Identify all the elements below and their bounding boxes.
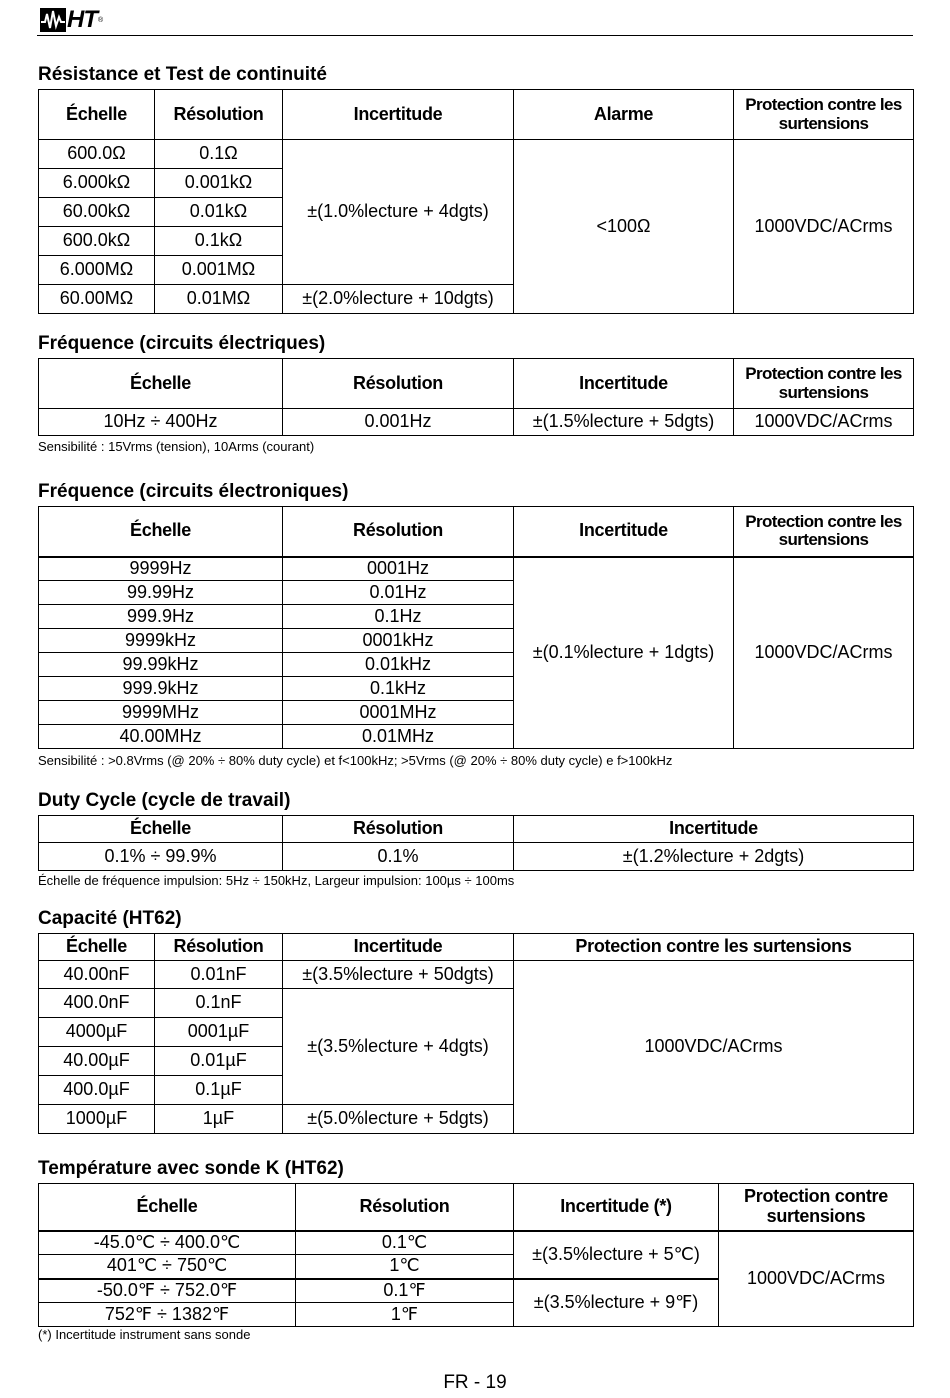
header-rule xyxy=(37,35,913,36)
resolution-cell: 0.1kΩ xyxy=(155,227,283,256)
duty-title: Duty Cycle (cycle de travail) xyxy=(38,790,291,811)
resolution-cell: 0.1℃ xyxy=(296,1231,514,1255)
header-uncertainty: Incertitude xyxy=(283,90,514,140)
header-range: Échelle xyxy=(39,934,155,961)
resolution-cell: 0.01Hz xyxy=(283,581,514,605)
range-cell: 99.99Hz xyxy=(39,581,283,605)
uncertainty-cell: ±(1.2%lecture + 2dgts) xyxy=(514,843,914,871)
header-range: Échelle xyxy=(39,507,283,557)
registered-mark: ® xyxy=(98,16,104,24)
range-cell: 9999MHz xyxy=(39,701,283,725)
resolution-cell: 1µF xyxy=(155,1105,283,1134)
protection-cell: 1000VDC/ACrms xyxy=(734,409,914,436)
resolution-cell: 0001MHz xyxy=(283,701,514,725)
uncertainty-cell: ±(3.5%lecture + 4dgts) xyxy=(283,989,514,1105)
range-cell: 60.00MΩ xyxy=(39,285,155,314)
range-cell: 10Hz ÷ 400Hz xyxy=(39,409,283,436)
resolution-cell: 0.001kΩ xyxy=(155,169,283,198)
header-uncertainty: Incertitude xyxy=(514,816,914,843)
uncertainty-cell: ±(1.0%lecture + 4dgts) xyxy=(283,140,514,285)
header-uncertainty: Incertitude xyxy=(514,507,734,557)
range-cell: 400.0µF xyxy=(39,1076,155,1105)
resolution-cell: 1℃ xyxy=(296,1255,514,1279)
protection-cell: 1000VDC/ACrms xyxy=(719,1231,914,1327)
resolution-cell: 0.1kHz xyxy=(283,677,514,701)
resolution-cell: 0.001Hz xyxy=(283,409,514,436)
freq-electronic-table xyxy=(38,506,914,749)
header-protection: Protection contre les surtensions xyxy=(734,359,914,409)
range-cell: 752℉ ÷ 1382℉ xyxy=(39,1303,296,1327)
resistance-table xyxy=(38,89,914,314)
header-protection: Protection contre les surtensions xyxy=(514,934,914,961)
resolution-cell: 0001kHz xyxy=(283,629,514,653)
protection-cell: 1000VDC/ACrms xyxy=(514,961,914,1134)
header-resolution: Résolution xyxy=(155,90,283,140)
freq-electronic-title: Fréquence (circuits électroniques) xyxy=(38,481,349,502)
range-cell: 6.000MΩ xyxy=(39,256,155,285)
resolution-cell: 0.01kΩ xyxy=(155,198,283,227)
temperature-note: (*) Incertitude instrument sans sonde xyxy=(38,1327,251,1342)
resolution-cell: 1℉ xyxy=(296,1303,514,1327)
range-cell: 9999kHz xyxy=(39,629,283,653)
resolution-cell: 0.01µF xyxy=(155,1047,283,1076)
header-protection: Protection contre les surtensions xyxy=(734,90,914,140)
range-cell: 600.0kΩ xyxy=(39,227,155,256)
range-cell: 40.00nF xyxy=(39,961,155,989)
resolution-cell: 0.1µF xyxy=(155,1076,283,1105)
resolution-cell: 0.01MHz xyxy=(283,725,514,749)
header-range: Échelle xyxy=(39,816,283,843)
protection-cell: 1000VDC/ACrms xyxy=(734,557,914,749)
range-cell: 999.9Hz xyxy=(39,605,283,629)
freq-elec-note: Sensibilité : 15Vrms (tension), 10Arms (courant) xyxy=(38,439,315,454)
header-resolution: Résolution xyxy=(283,816,514,843)
range-cell: 6.000kΩ xyxy=(39,169,155,198)
resolution-cell: 0001Hz xyxy=(283,557,514,581)
resolution-cell: 0.01kHz xyxy=(283,653,514,677)
range-cell: 600.0Ω xyxy=(39,140,155,169)
range-cell: 40.00MHz xyxy=(39,725,283,749)
uncertainty-cell: ±(3.5%lecture + 5℃) xyxy=(514,1231,719,1279)
resolution-cell: 0.1nF xyxy=(155,989,283,1018)
protection-cell: 1000VDC/ACrms xyxy=(734,140,914,314)
capacity-table xyxy=(38,933,914,1134)
freq-elec-table xyxy=(38,358,914,436)
resolution-cell: 0.1% xyxy=(283,843,514,871)
header-resolution: Résolution xyxy=(155,934,283,961)
range-cell: 9999Hz xyxy=(39,557,283,581)
range-cell: 401℃ ÷ 750℃ xyxy=(39,1255,296,1279)
header-uncertainty: Incertitude xyxy=(514,359,734,409)
uncertainty-cell: ±(0.1%lecture + 1dgts) xyxy=(514,557,734,749)
resistance-title: Résistance et Test de continuité xyxy=(38,64,327,85)
header-range: Échelle xyxy=(39,1184,296,1231)
header-alarm: Alarme xyxy=(514,90,734,140)
uncertainty-cell: ±(1.5%lecture + 5dgts) xyxy=(514,409,734,436)
range-cell: 40.00µF xyxy=(39,1047,155,1076)
page-number: FR - 19 xyxy=(443,1372,507,1393)
range-cell: -50.0℉ ÷ 752.0℉ xyxy=(39,1279,296,1303)
header-resolution: Résolution xyxy=(296,1184,514,1231)
temperature-table xyxy=(38,1183,914,1327)
resolution-cell: 0001µF xyxy=(155,1018,283,1047)
capacity-title: Capacité (HT62) xyxy=(38,908,182,929)
uncertainty-cell: ±(2.0%lecture + 10dgts) xyxy=(283,285,514,314)
header-uncertainty: Incertitude xyxy=(283,934,514,961)
resolution-cell: 0.1℉ xyxy=(296,1279,514,1303)
freq-electronic-note: Sensibilité : >0.8Vrms (@ 20% ÷ 80% duty cycle) et f<100kHz; >5Vrms (@ 20% ÷ 80% duty cycle) e f>100kHz xyxy=(38,753,673,768)
resolution-cell: 0.01MΩ xyxy=(155,285,283,314)
header-resolution: Résolution xyxy=(283,507,514,557)
range-cell: 60.00kΩ xyxy=(39,198,155,227)
freq-elec-title: Fréquence (circuits électriques) xyxy=(38,333,326,354)
range-cell: 999.9kHz xyxy=(39,677,283,701)
range-cell: 4000µF xyxy=(39,1018,155,1047)
header-resolution: Résolution xyxy=(283,359,514,409)
range-cell: 1000µF xyxy=(39,1105,155,1134)
uncertainty-cell: ±(3.5%lecture + 50dgts) xyxy=(283,961,514,989)
waveform-logo-icon xyxy=(40,8,66,32)
duty-note: Échelle de fréquence impulsion: 5Hz ÷ 150kHz, Largeur impulsion: 100µs ÷ 100ms xyxy=(38,873,515,888)
resolution-cell: 0.1Hz xyxy=(283,605,514,629)
uncertainty-cell: ±(3.5%lecture + 9℉) xyxy=(514,1279,719,1327)
alarm-cell: <100Ω xyxy=(514,140,734,314)
resolution-cell: 0.1Ω xyxy=(155,140,283,169)
range-cell: 400.0nF xyxy=(39,989,155,1018)
range-cell: 0.1% ÷ 99.9% xyxy=(39,843,283,871)
range-cell: -45.0℃ ÷ 400.0℃ xyxy=(39,1231,296,1255)
resolution-cell: 0.01nF xyxy=(155,961,283,989)
temperature-title: Température avec sonde K (HT62) xyxy=(38,1158,344,1179)
header-range: Échelle xyxy=(39,359,283,409)
range-cell: 99.99kHz xyxy=(39,653,283,677)
uncertainty-cell: ±(5.0%lecture + 5dgts) xyxy=(283,1105,514,1134)
header-range: Échelle xyxy=(39,90,155,140)
brand-name: HT xyxy=(67,6,97,33)
duty-table xyxy=(38,815,914,871)
header-protection: Protection contre surtensions xyxy=(719,1184,914,1231)
header-uncertainty: Incertitude (*) xyxy=(514,1184,719,1231)
brand-logo xyxy=(40,6,103,34)
header-protection: Protection contre les surtensions xyxy=(734,507,914,557)
resolution-cell: 0.001MΩ xyxy=(155,256,283,285)
